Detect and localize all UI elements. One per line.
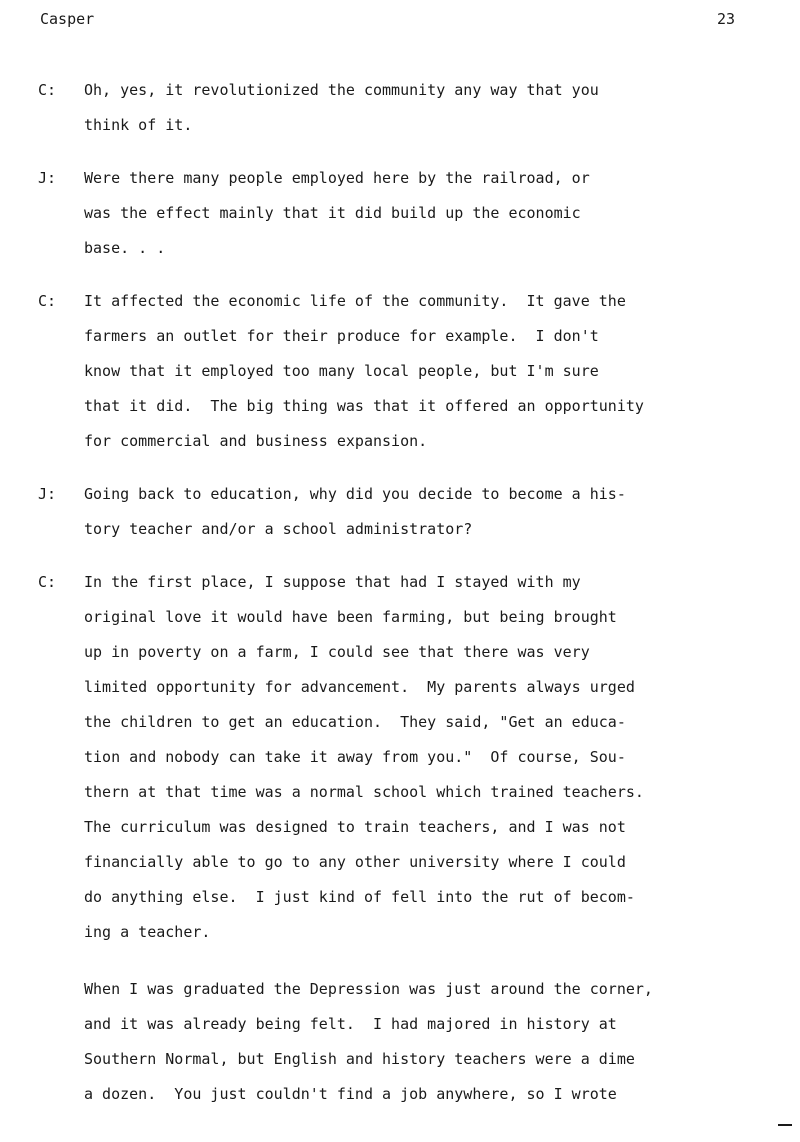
text-line: do anything else. I just kind of fell into the rut of becom- (84, 888, 635, 906)
text-line: that it did. The big thing was that it offered an opportunity (84, 397, 644, 415)
page-edge-mark (778, 1124, 792, 1126)
text-line: Were there many people employed here by the railroad, or (84, 169, 590, 187)
continuation-paragraph (38, 972, 778, 1112)
speaker-label: C: (38, 573, 57, 591)
page-number: 23 (717, 10, 736, 28)
text-line: base. . . (84, 239, 166, 257)
page-header-name: Casper (40, 10, 95, 28)
text-line: ing a teacher. (84, 923, 211, 941)
dialogue-block (38, 73, 778, 143)
text-line: tory teacher and/or a school administrator? (84, 520, 473, 538)
text-line: It affected the economic life of the community. It gave the (84, 292, 626, 310)
text-line: the children to get an education. They said, "Get an educa- (84, 713, 626, 731)
speaker-label: J: (38, 169, 57, 187)
text-line: limited opportunity for advancement. My parents always urged (84, 678, 635, 696)
text-line: Southern Normal, but English and history teachers were a dime (84, 1050, 635, 1068)
text-line: for commercial and business expansion. (84, 432, 428, 450)
text-line: The curriculum was designed to train teachers, and I was not (84, 818, 626, 836)
text-line: thern at that time was a normal school which trained teachers. (84, 783, 644, 801)
text-line: financially able to go to any other university where I could (84, 853, 626, 871)
dialogue-block (38, 565, 778, 950)
text-line: original love it would have been farming, but being brought (84, 608, 617, 626)
text-line: In the first place, I suppose that had I stayed with my (84, 573, 581, 591)
text-line: and it was already being felt. I had majored in history at (84, 1015, 617, 1033)
text-line: tion and nobody can take it away from you." Of course, Sou- (84, 748, 626, 766)
text-line: think of it. (84, 116, 193, 134)
dialogue-block (38, 477, 778, 547)
text-line: Oh, yes, it revolutionized the community any way that you (84, 81, 599, 99)
dialogue-block (38, 161, 778, 266)
speaker-label: C: (38, 292, 57, 310)
text-line: know that it employed too many local people, but I'm sure (84, 362, 599, 380)
dialogue-block (38, 284, 778, 459)
speaker-label: J: (38, 485, 57, 503)
speaker-label: C: (38, 81, 57, 99)
text-line: up in poverty on a farm, I could see that there was very (84, 643, 590, 661)
text-line: Going back to education, why did you decide to become a his- (84, 485, 626, 503)
text-line: a dozen. You just couldn't find a job anywhere, so I wrote (84, 1085, 617, 1103)
text-line: When I was graduated the Depression was just around the corner, (84, 980, 653, 998)
text-line: was the effect mainly that it did build up the economic (84, 204, 581, 222)
text-line: farmers an outlet for their produce for example. I don't (84, 327, 599, 345)
